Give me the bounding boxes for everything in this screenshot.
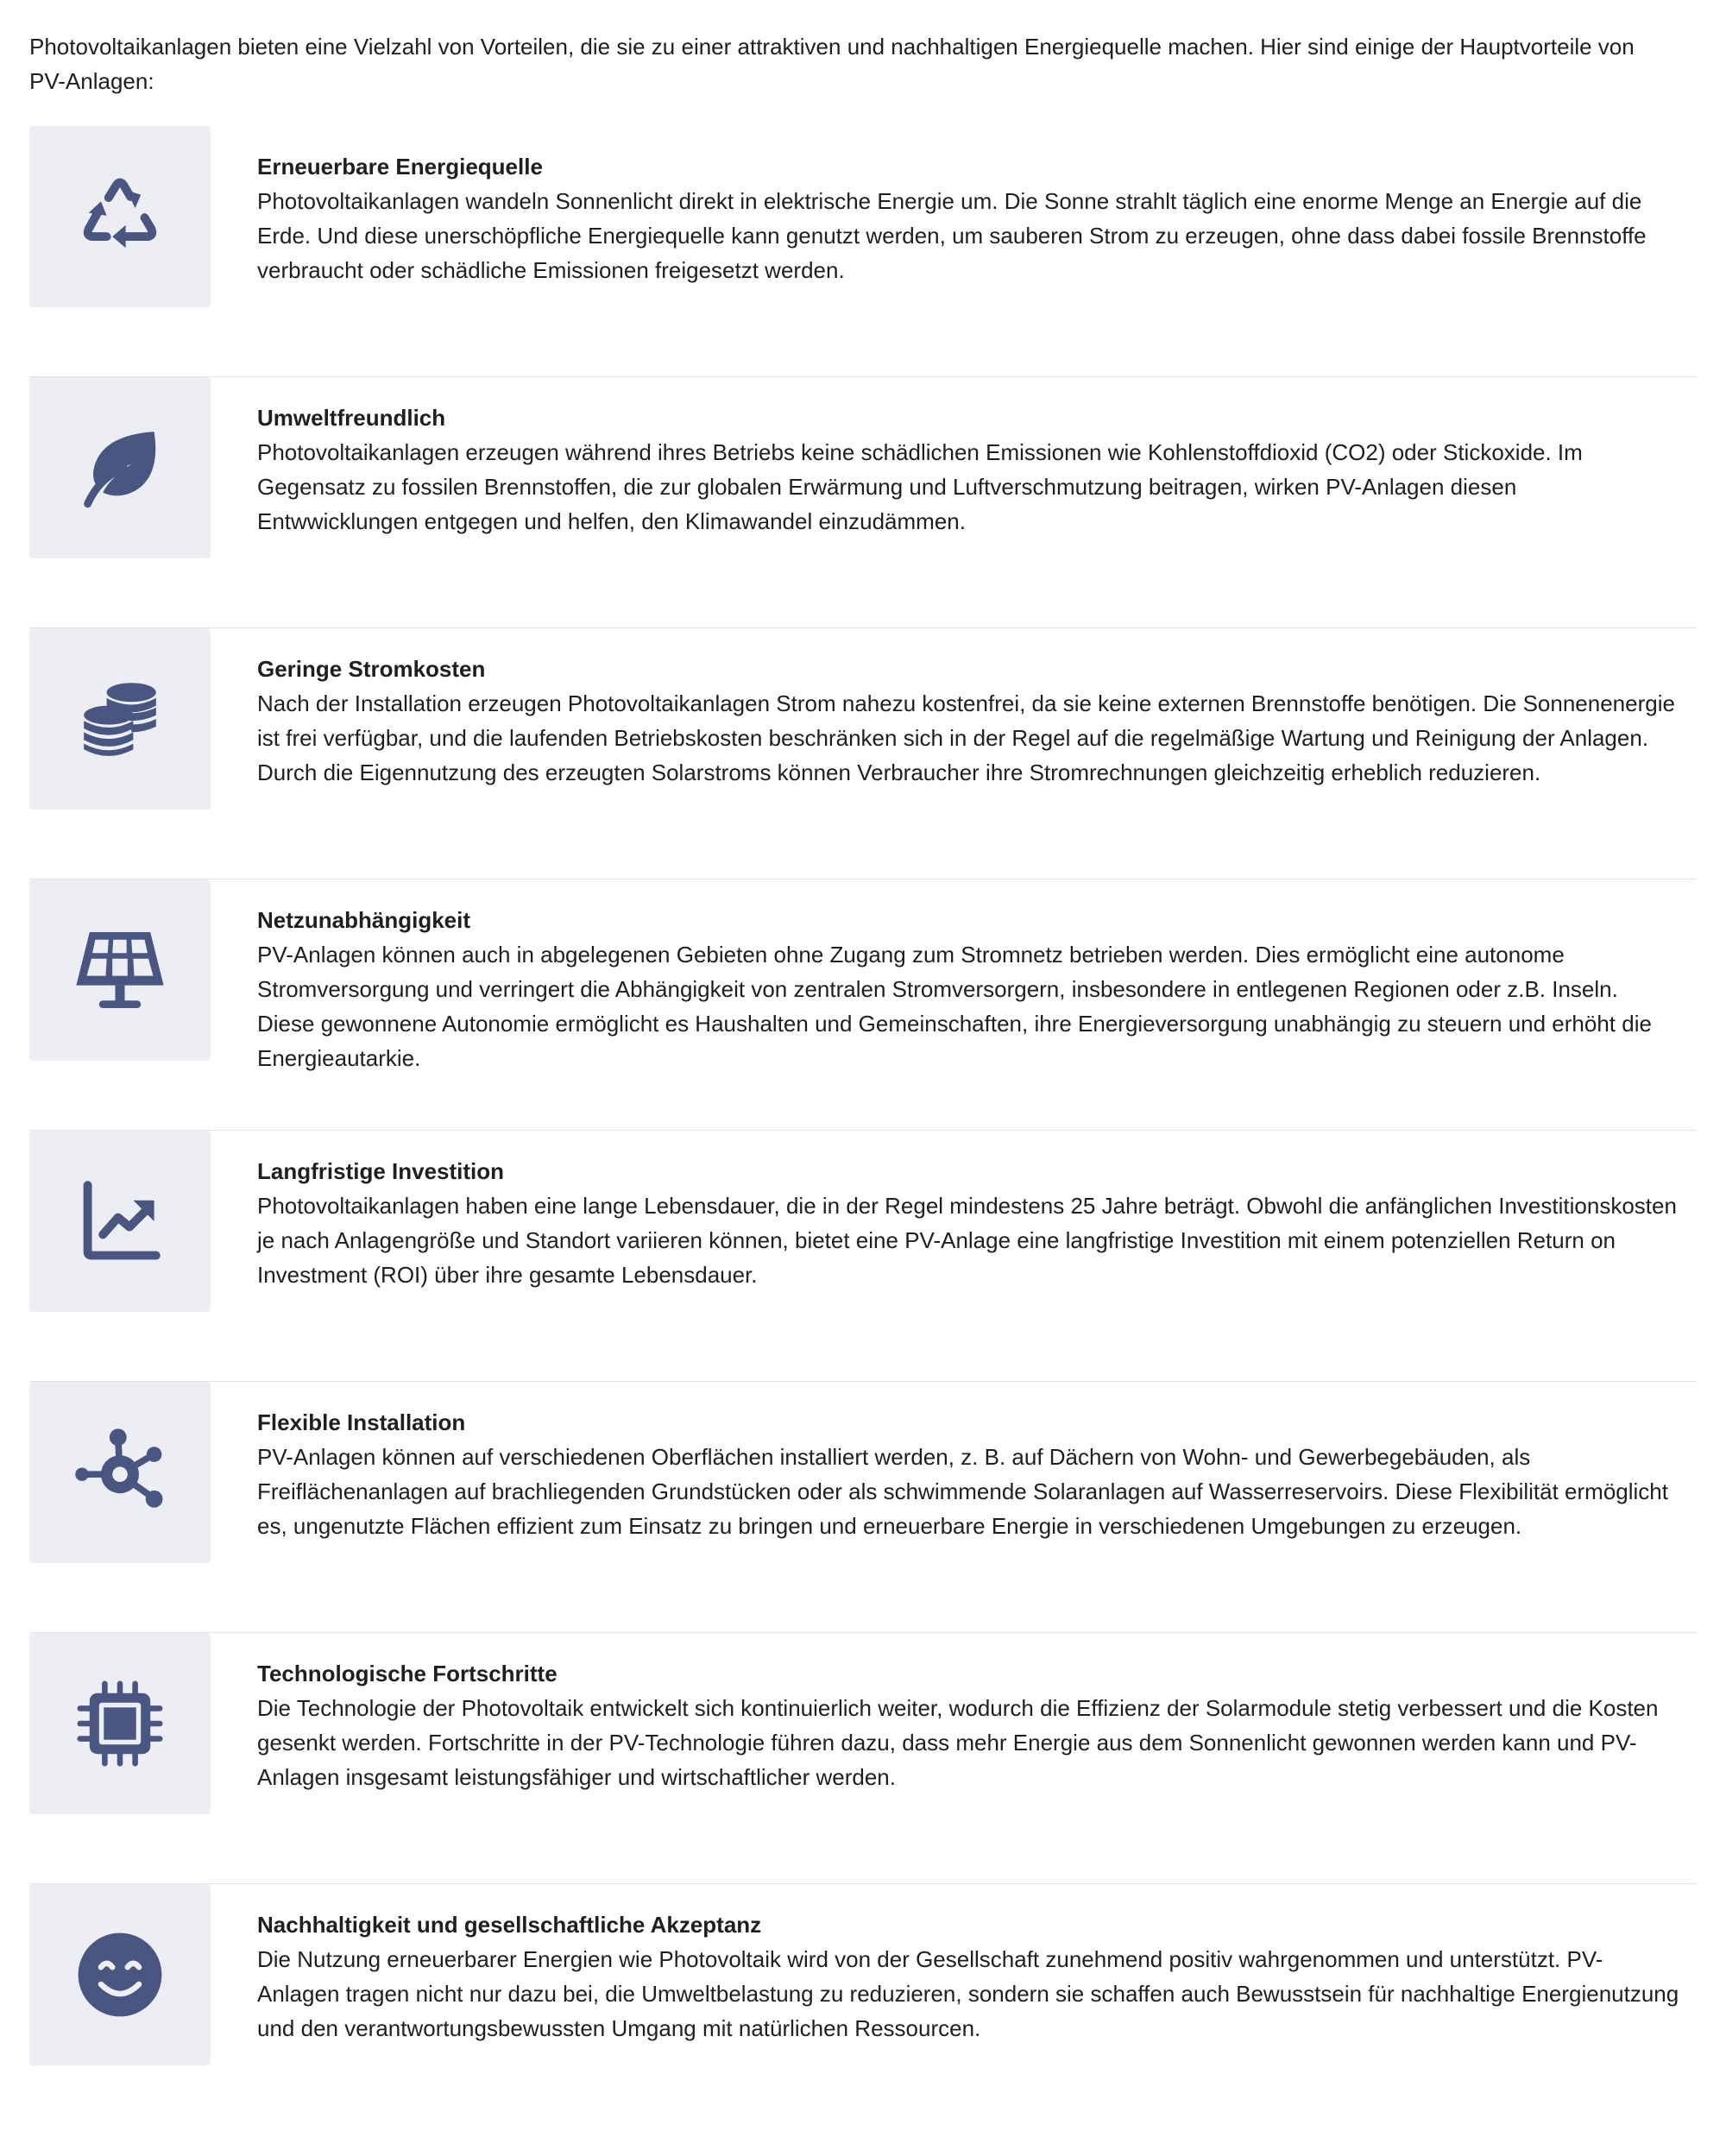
feature-description: Die Nutzung erneuerbarer Energien wie Photovoltaik wird von der Gesellschaft zunehmend positiv wahrgenommen und unterstützt. PV-Anlagen tragen nicht nur dazu bei, die Umweltbelastung zu reduzieren, sondern sie schaffen auch Bewusstsein für nachhaltige Energienutzung und den verantwortungsbewussten Umgang mit natürlichen Ressourcen. xyxy=(257,1946,1679,2041)
recycle-icon xyxy=(72,169,167,264)
feature-description: Die Technologie der Photovoltaik entwickelt sich kontinuierlich weiter, wodurch die Effizienz der Solarmodule stetig verbessert und die Kosten gesenkt werden. Fortschritte in der PV-Technologie führen dazu, dass mehr Energie aus dem Sonnenlicht gewonnen werden kann und PV-Anlagen insgesamt leistungsfähiger und wirtschaftlicher werden. xyxy=(257,1695,1659,1790)
feature-title: Technologische Fortschritte xyxy=(257,1661,557,1686)
feature-item xyxy=(29,1131,1697,1382)
feature-title: Langfristige Investition xyxy=(257,1158,505,1184)
icon-tile xyxy=(29,879,211,1061)
feature-item xyxy=(29,1884,1697,2135)
feature-item xyxy=(29,628,1697,879)
feature-text xyxy=(257,1131,1697,1292)
feature-description: Photovoltaikanlagen wandeln Sonnenlicht direkt in elektrische Energie um. Die Sonne strahlt täglich eine enorme Menge an Energie auf die Erde. Und diese unerschöpfliche Energiequelle kann genutzt werden, um sauberen Strom zu erzeugen, ohne dass dabei fossile Brennstoffe verbraucht oder schädliche Emissionen freigesetzt werden. xyxy=(257,188,1647,283)
feature-title: Erneuerbare Energiequelle xyxy=(257,154,543,180)
leaf-icon xyxy=(72,420,167,515)
icon-tile xyxy=(29,1131,211,1312)
feature-description: Photovoltaikanlagen erzeugen während ihres Betriebs keine schädlichen Emissionen wie Kohlenstoffdioxid (CO2) oder Stickoxide. Im Gegensatz zu fossilen Brennstoffen, die zur globalen Erwärmung und Luftverschmutzung beitragen, wirken PV-Anlagen diesen Entwwicklungen entgegen und helfen, den Klimawandel einzudämmen. xyxy=(257,439,1583,534)
coins-icon xyxy=(72,671,167,766)
feature-text xyxy=(257,628,1697,790)
feature-text xyxy=(257,879,1697,1075)
feature-item xyxy=(29,126,1697,377)
icon-tile xyxy=(29,126,211,307)
icon-tile xyxy=(29,1884,211,2065)
feature-text xyxy=(257,126,1697,287)
feature-text xyxy=(257,1633,1697,1794)
feature-list xyxy=(29,126,1697,2135)
hub-icon xyxy=(72,1425,167,1520)
feature-text xyxy=(257,1884,1697,2046)
feature-description: PV-Anlagen können auf verschiedenen Oberflächen installiert werden, z. B. auf Dächern von Wohn- und Gewerbegebäuden, als Freiflächenanlagen auf brachliegenden Grundstücken oder als schwimmende Solaranlagen auf Wasserreservoirs. Diese Flexibilität ermöglicht es, ungenutzte Flächen effizient zum Einsatz zu bringen und erneuerbare Energie in verschiedenen Umgebungen zu erzeugen. xyxy=(257,1444,1668,1539)
feature-title: Nachhaltigkeit und gesellschaftliche Akzeptanz xyxy=(257,1912,762,1938)
feature-text xyxy=(257,1382,1697,1543)
icon-tile xyxy=(29,377,211,558)
solar-panel-icon xyxy=(72,923,167,1018)
feature-item xyxy=(29,879,1697,1131)
icon-tile xyxy=(29,1633,211,1814)
feature-item xyxy=(29,1633,1697,1884)
icon-tile xyxy=(29,628,211,810)
chart-line-icon xyxy=(72,1174,167,1269)
feature-text xyxy=(257,377,1697,539)
feature-title: Flexible Installation xyxy=(257,1409,466,1435)
feature-description: PV-Anlagen können auch in abgelegenen Gebieten ohne Zugang zum Stromnetz betrieben werden. Dies ermöglicht eine autonome Stromversorgung und verringert die Abhängigkeit von zentralen Stromversorgern, insbesondere in entlegenen Regionen oder z.B. Inseln. Diese gewonnene Autonomie ermöglicht es Haushalten und Gemeinschaften, ihre Energieversorgung unabhängig zu steuern und erhöht die Energieautarkie. xyxy=(257,942,1652,1071)
microchip-icon xyxy=(72,1676,167,1771)
feature-title: Umweltfreundlich xyxy=(257,405,446,431)
feature-title: Netzunabhängigkeit xyxy=(257,907,471,933)
intro-paragraph: Photovoltaikanlagen bieten eine Vielzahl von Vorteilen, die sie zu einer attraktiven und nachhaltigen Energiequelle machen. Hier sind einige der Hauptvorteile von PV-Anlagen: xyxy=(29,34,1635,94)
feature-description: Nach der Installation erzeugen Photovoltaikanlagen Strom nahezu kostenfrei, da sie keine externen Brennstoffe benötigen. Die Sonnenenergie ist frei verfügbar, und die laufenden Betriebskosten beschränken sich in der Regel auf die regelmäßige Wartung und Reinigung der Anlagen. Durch die Eigennutzung des erzeugten Solarstroms können Verbraucher ihre Stromrechnungen gleichzeitig erheblich reduzieren. xyxy=(257,690,1675,785)
feature-description: Photovoltaikanlagen haben eine lange Lebensdauer, die in der Regel mindestens 25 Jahre beträgt. Obwohl die anfänglichen Investitionskosten je nach Anlagengröße und Standort variieren können, bietet eine PV-Anlage eine langfristige Investition mit einem potenziellen Return on Investment (ROI) über ihre gesamte Lebensdauer. xyxy=(257,1193,1677,1288)
icon-tile xyxy=(29,1382,211,1563)
feature-item xyxy=(29,377,1697,628)
smile-icon xyxy=(72,1927,167,2022)
feature-item xyxy=(29,1382,1697,1633)
feature-title: Geringe Stromkosten xyxy=(257,656,486,682)
